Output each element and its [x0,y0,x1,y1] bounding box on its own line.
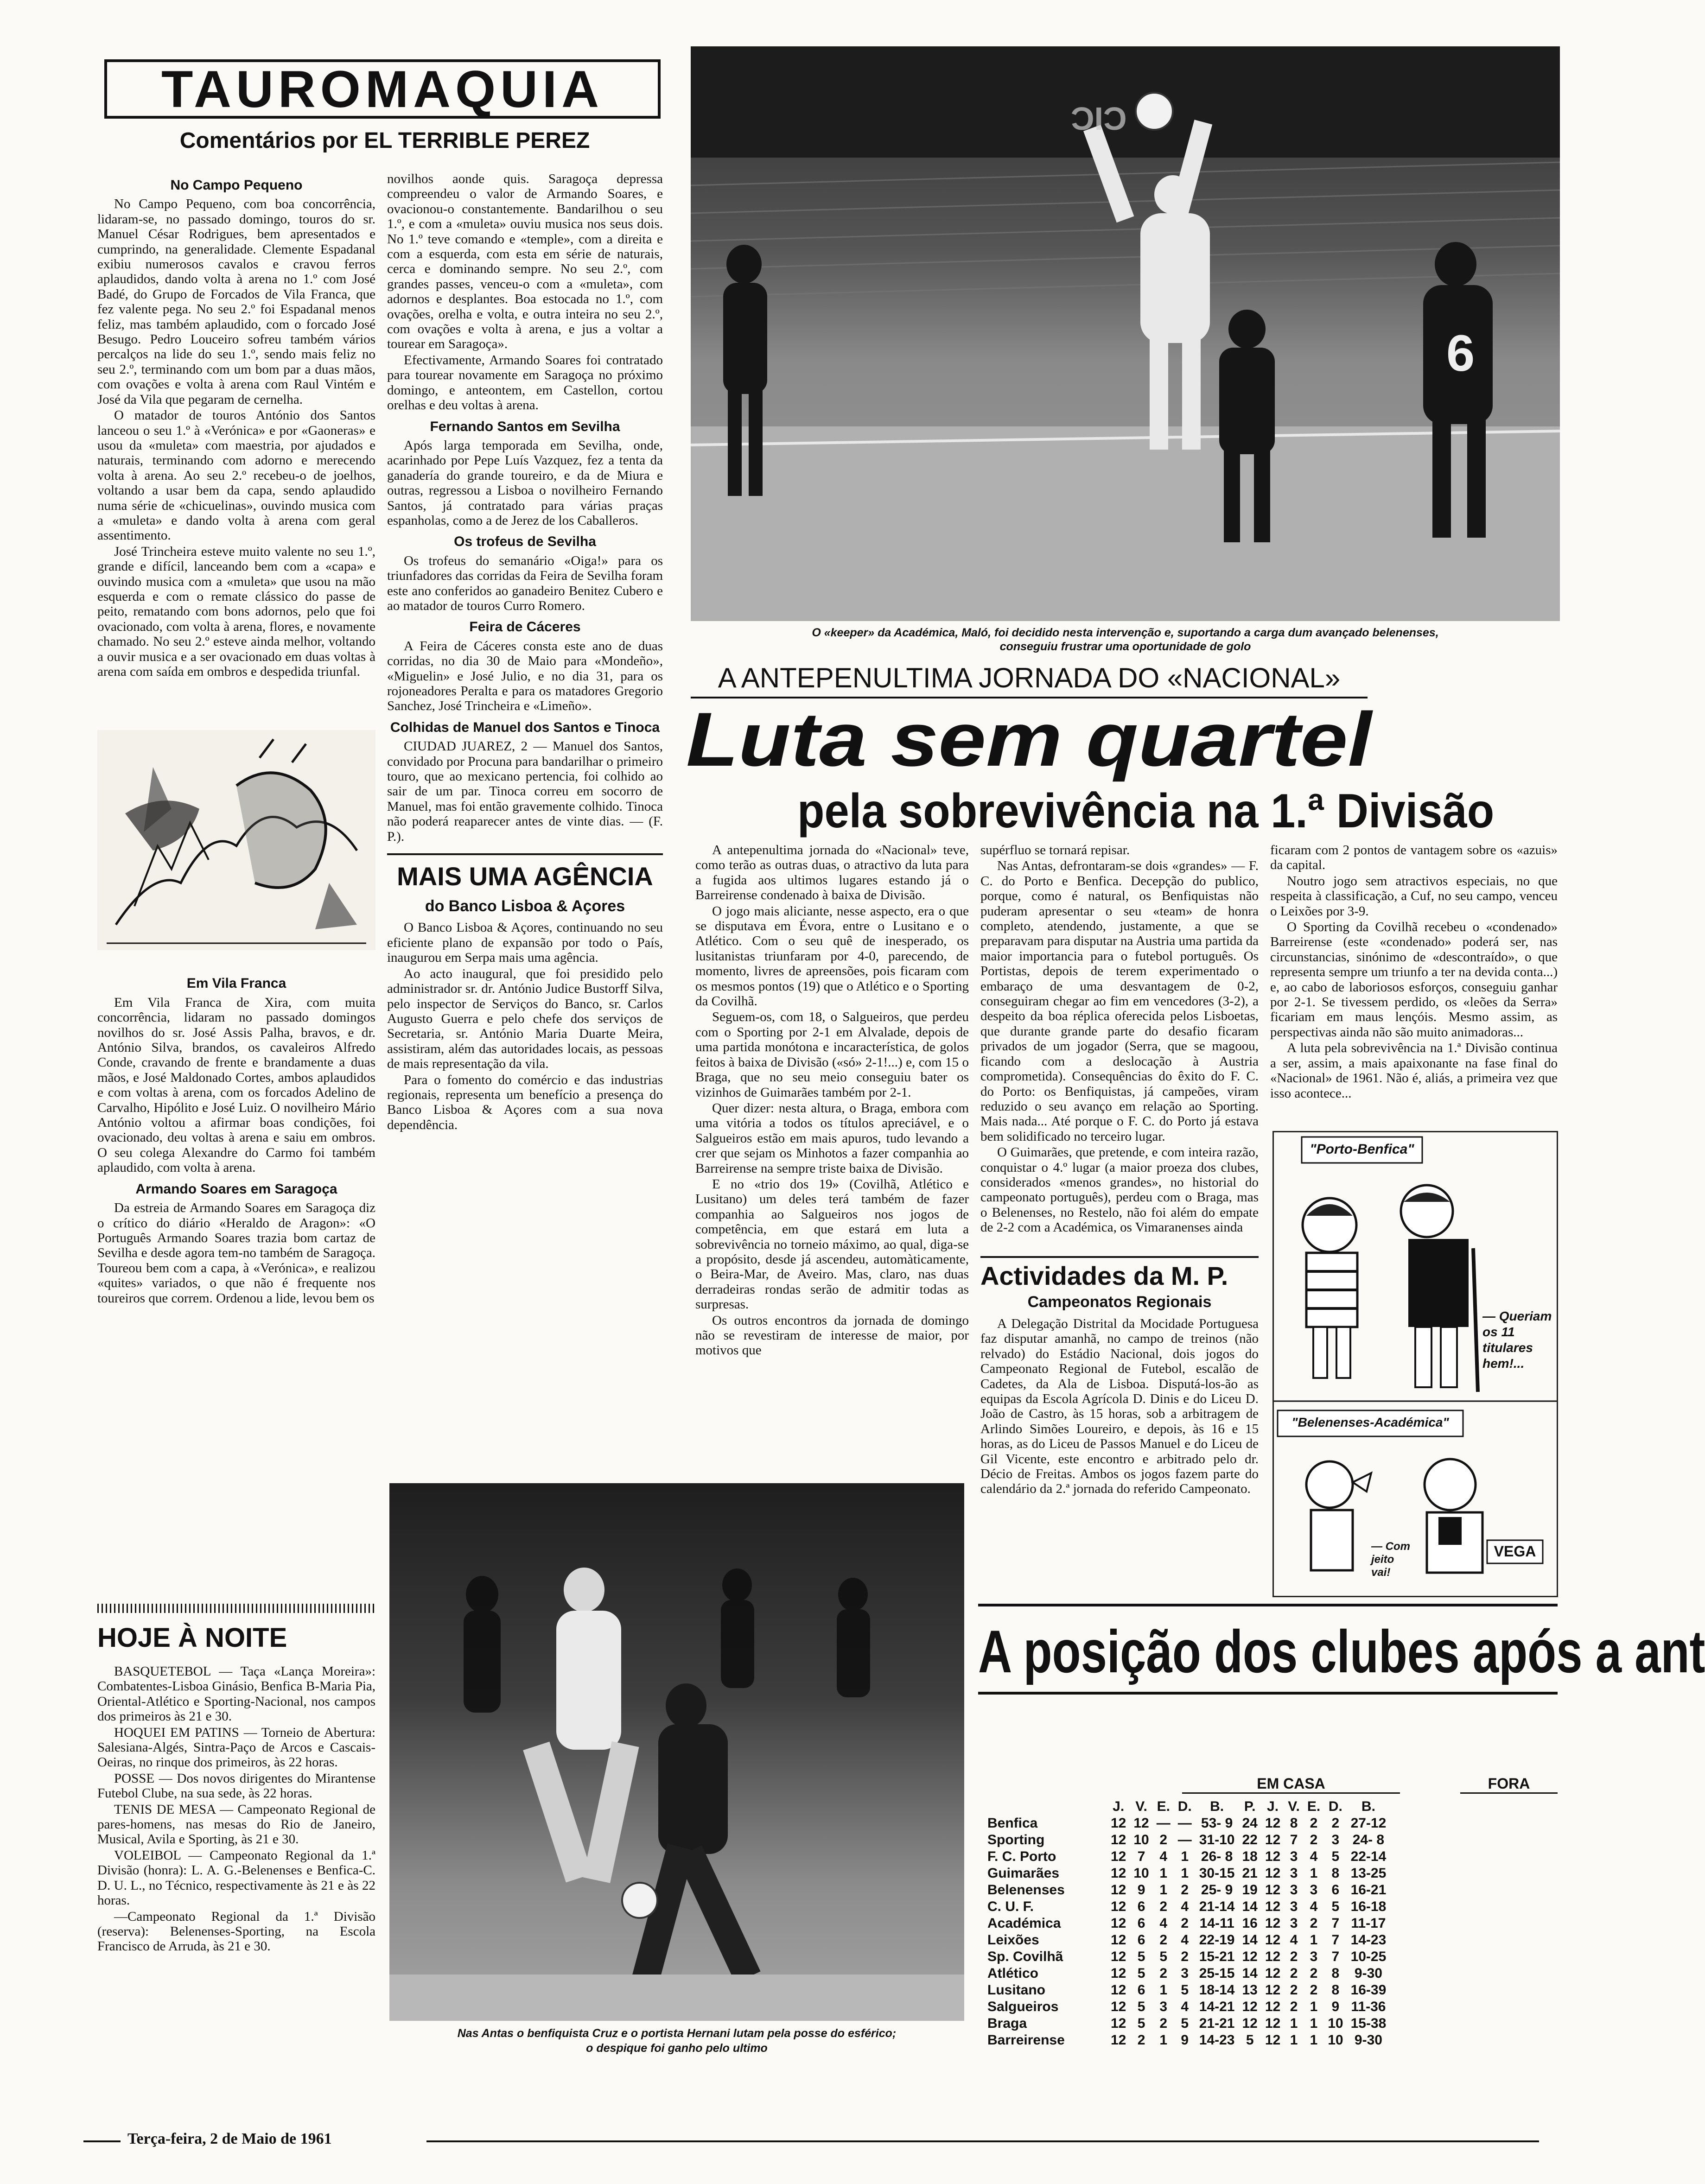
table-cell: 8 [1290,1816,1298,1831]
speech-line: — Com [1371,1540,1410,1553]
table-cell: 2 [1310,1966,1318,1981]
table-cell: 3 [1290,1882,1298,1898]
table-cell: 2 [1181,1949,1189,1964]
table-cell: 12 [1111,2016,1126,2031]
table-cell: 10-25 [1350,1949,1387,1964]
table-row [987,1815,1390,1832]
tauromaquia-column-1-cont [97,955,375,1307]
club-name: Belenenses [987,1882,1065,1898]
club-name: C. U. F. [987,1899,1034,1914]
table-cell: 18-14 [1199,1982,1235,1998]
footer-date: Terça-feira, 2 de Maio de 1961 [127,2130,332,2147]
table-cell: 53- 9 [1201,1816,1233,1831]
mp-column [980,1316,1259,1498]
table-cell: 15-38 [1350,2016,1387,2031]
table-cell: 5 [1331,1899,1340,1914]
table-cell: 7 [1290,1832,1298,1848]
table-cell: 12 [1111,1899,1126,1914]
table-cell: 14-11 [1199,1916,1234,1931]
paragraph: CIUDAD JUAREZ, 2 — Manuel dos Santos, convidado por Procuna para bandarilhar o primeiro touro, que ao mexicano pertencia, foi colhido ao sair de um par. Tinoca correu em socorro de Manuel, mas foi então gravemente colhido. Tinoca não poderá reaparecer antes de vinte dias. — (F. P.). [387,739,663,844]
table-cell: 1 [1181,1849,1189,1864]
subhead-caceres: Feira de Cáceres [469,619,581,635]
agencia-subtitle: do Banco Lisboa & Açores [425,897,625,915]
mp-title: Actividades da M. P. [980,1256,1259,1291]
table-cell: 31-10 [1199,1832,1235,1848]
photo1-caption-line2: conseguiu frustrar uma oportunidade de golo [999,640,1251,653]
table-cell: 4 [1181,1899,1189,1914]
table-cell: 2 [1290,1999,1298,2014]
tauromaquia-column-1 [97,171,375,680]
table-cell: 12 [1111,1932,1126,1948]
table-cell: 4 [1181,1999,1189,2014]
photo-antas-match [389,1483,964,2021]
headline: Luta sem quartel [686,697,1372,782]
table-cell: 12 [1265,1916,1281,1931]
table-cell: 11-17 [1351,1916,1386,1931]
header-cell: V. [1135,1799,1147,1814]
paragraph: Efectivamente, Armando Soares foi contratado para tourear novamente em Saragoça no próximo domingo, e anteontem, em Castellon, cortou orelhas e deu voltas à arena. [387,352,663,413]
table-row [987,2015,1390,2032]
subhead-trofeus: Os trofeus de Sevilha [454,534,596,550]
table-cell: 12 [1111,1999,1126,2014]
bullfight-illustration [97,730,375,950]
table-cell: 7 [1331,1916,1340,1931]
paragraph: Ao acto inaugural, que foi presidido pelo administrador sr. dr. António Judice Bustorff Silva, pelo inspector de Serviços do Banco, sr. Carlos Augusto Guerra e pelo chefe dos serviços de Secretaria, sr. António Maria Duarte Meira, assistiram, além das autoridades locais, as pessoas de mais representação da vila. [387,966,663,1072]
hoje-title: HOJE À NOITE [97,1623,287,1653]
table-cell: 12 [1265,1966,1281,1981]
photo-goalkeeper [691,46,1560,621]
standings-top-rule [978,1604,1558,1606]
table-cell: 12 [1111,1949,1126,1964]
table-cell: 2 [1159,2016,1168,2031]
speech-line: vai! [1371,1566,1391,1579]
speech-line: os 11 [1482,1325,1515,1339]
speech-line: jeito [1371,1553,1394,1566]
header-cell: P. [1244,1799,1256,1814]
paragraph: No Campo Pequeno, com boa concorrência, lidaram-se, no passado domingo, touros do sr. Manuel César Rodrigues, bem apresentados e cumprindo, na generalidade. Clemente Espadanal exibiu numerosos cavalos e cravou ferros aplaudidos, dando volta à arena no 1.º com José Badé, do Grupo de Forcados de Vila Franca, que fez valente pega. No seu 2.º foi Espadanal menos feliz, mas também aplaudido, com o forcado José Besugo. Pedro Louceiro sofreu também vários percalços na lide do seu 1.º, sendo mais feliz no seu 2.º, terminando com um bom par a duas mãos, com ovações e volta à arena com Raul Vintém e José da Vila que pegaram de cernelha. [97,197,375,407]
paragraph: José Trincheira esteve muito valente no seu 1.º, grande e difícil, lanceando bem com a «capa» e ouvindo musica com a «muleta» que usou na mão esquerda e com o remate clássico do passe de peito, rematando com bons adornos, pelo que foi ovacionado, com volta à arena, flores, e novamente chamado. No seu 2.º esteve ainda melhor, voltando a ouvir musica e a ser ovacionado em duas voltas à arena com saída em ombros e despedida triunfal. [97,544,375,679]
paragraph: Após larga temporada em Sevilha, onde, acarinhado por Pepe Luís Vazquez, fez a tenta da ganadería do grande toureiro, e da de Miura e outras, regressou a Lisboa o novilheiro Fernando Santos, já contratado para várias praças espanholas, como a de Jerez de los Caballeros. [387,438,663,528]
header-cell: B. [1361,1799,1375,1814]
table-cell: 1 [1159,1982,1168,1998]
paragraph: POSSE — Dos novos dirigentes do Mirantense Futebol Clube, na sua sede, às 22 horas. [97,1771,375,1801]
table-cell: 10 [1133,1866,1149,1881]
table-cell: 5 [1159,1949,1168,1964]
tauromaquia-column-2 [387,171,663,1133]
table-cell: 11-36 [1351,1999,1386,2014]
table-cell: 12 [1265,1982,1281,1998]
table-cell: 3 [1310,1949,1318,1964]
table-cell: 10 [1328,2016,1343,2031]
table-cell: 3 [1290,1916,1298,1931]
paragraph: O jogo mais aliciante, nesse aspecto, era o que se disputava em Évora, entre o Lusitano e o Atlético. Com o seu quê de inesperado, os lusitanistas triunfaram por 4-0, parecendo, de momento, livres de apreensões, pois ficaram com os mesmos pontos (19) que o Atlético e o Sporting da Covilhã. [695,903,969,1009]
table-cell: 5 [1137,1999,1145,2014]
hoje-column [97,1664,375,1955]
table-cell: 2 [1310,1816,1318,1831]
table-cell: — [1156,1816,1171,1831]
table-row [987,1982,1390,1999]
table-cell: 12 [1265,1832,1281,1848]
table-cell: 21-21 [1199,2016,1235,2031]
table-cell: 7 [1331,1932,1340,1948]
table-cell: 5 [1181,2016,1189,2031]
table-cell: 15-21 [1199,1949,1235,1964]
club-name: Leixões [987,1932,1039,1948]
paragraph: HOQUEI EM PATINS — Torneio de Abertura: Salesiana-Algés, Sintra-Paço de Arcos e Cascais-Oeiras, no rinque dos primeiros, às 22 horas. [97,1725,375,1770]
kicker: A ANTEPENULTIMA JORNADA DO «NACIONAL» [691,662,1368,698]
table-row [987,1999,1390,2015]
header-cell: D. [1328,1799,1342,1814]
table-cell: 1 [1310,1932,1318,1948]
speech-line: titulares [1482,1340,1533,1355]
club-name: Atlético [987,1966,1039,1981]
table-cell: 3 [1310,1882,1318,1898]
table-cell: 2 [1290,1982,1298,1998]
table-row [987,1882,1390,1898]
club-name: Sporting [987,1832,1045,1848]
paragraph: —Campeonato Regional da 1.ª Divisão (reserva): Belenenses-Sporting, na Escola Francisco de Arruda, às 21 e 30. [97,1909,375,1954]
table-cell: 1 [1159,1866,1168,1881]
club-name: Salgueiros [987,1999,1059,2014]
cartoon-vega [1272,1131,1558,1597]
paragraph: Noutro jogo sem atractivos especiais, no que respeita à classificação, a Cuf, no seu campo, venceu o Leixões por 3-9. [1270,873,1558,919]
table-cell: 12 [1133,1816,1149,1831]
table-cell: 14 [1242,1932,1258,1948]
table-cell: 12 [1242,2016,1258,2031]
table-row [987,1949,1390,1965]
cartoon-speech-2 [1371,1540,1422,1579]
table-cell: 8 [1331,1866,1340,1881]
paragraph: TENIS DE MESA — Campeonato Regional de pares-homens, nas mesas do Rio de Janeiro, Musical, Avila e Sporting, às 21 e 30. [97,1802,375,1847]
footer-rule-right [426,2140,1539,2142]
table-cell: 2 [1290,1949,1298,1964]
paragraph: ficaram com 2 pontos de vantagem sobre os «azuis» da capital. [1270,843,1558,873]
table-cell: 2 [1159,1932,1168,1948]
table-cell: 2 [1137,2032,1145,2048]
paragraph: Os outros encontros da jornada de domingo não se revestiram de interesse de maior, por motivos que [695,1313,969,1358]
paragraph: A Feira de Cáceres consta este ano de duas corridas, no dia 30 de Maio para «Mondeño», «Miguelin» e José Julio, e no dia 31, para os rojoneadores Peralta e para os matadores Gregorio Sanchez, José Trincheira e «Limeño». [387,638,663,714]
cartoon-label-belenenses-academica: "Belenenses-Académica" [1291,1415,1449,1429]
standings-table [987,1798,1390,2049]
table-cell: 14-23 [1350,1932,1387,1948]
table-cell: 4 [1310,1899,1318,1914]
table-cell: 2 [1310,1832,1318,1848]
club-name: Sp. Covilhã [987,1949,1063,1964]
table-cell: 5 [1137,2016,1145,2031]
club-name: Benfica [987,1816,1038,1831]
table-cell: 9-30 [1354,1966,1382,1981]
standings-body [987,1815,1390,2049]
paragraph: E no «trio dos 19» (Covilhã, Atlético e Lusitano) um deles terá também de fazer companhia ao Salgueiros nos jogos de competência, em que estará em luta a sobrevivência no torneio máximo, ao qual, diga-se a propósito, desde já ascendeu, automàticamente, o Beira-Mar, de Aveiro. Mas, claro, nas duas derradeiras rondas serão de admitir todas as surpresas. [695,1176,969,1312]
subhead-armando: Armando Soares em Saragoça [135,1181,337,1197]
table-cell: 14-21 [1199,1999,1235,2014]
header-cell: V. [1288,1799,1300,1814]
table-cell: 1 [1159,1882,1168,1898]
paragraph: A luta pela sobrevivência na 1.ª Divisão continua a ser, assim, a mais apaixonante na fase final do «Nacional» de 1961. Não é, aliás, a primeira vez que isso acontece... [1270,1041,1558,1101]
paragraph: A Delegação Distrital da Mocidade Portuguesa faz disputar amanhã, no campo de treinos (não relvado) do Estádio Nacional, dois jogos do Campeonato Regional de Futebol, escalão de Cadetes, da Ala de Lisboa. Disputá-los-ão as equipas da Escola Agrícola D. Dinis e do Liceu D. João de Castro, às 15 horas, sob a arbitragem de Arlindo Simões Loureiro, e depois, às 16 e 15 horas, as do Liceu de Passos Manuel e do Liceu de Gil Vicente, este encontro e arbitrado pelo dr. Décio de Freitas. Ambos os jogos fazem parte do calendário da 2.ª jornada do referido Campeonato. [980,1316,1259,1497]
table-cell: 12 [1111,1982,1126,1998]
table-cell: 8 [1331,1966,1340,1981]
table-cell: 5 [1246,2032,1254,2048]
table-cell: 24- 8 [1352,1832,1385,1848]
subhead-colhidas: Colhidas de Manuel dos Santos e Tinoca [390,719,660,735]
table-cell: 6 [1137,1982,1145,1998]
table-cell: 22-14 [1350,1849,1387,1864]
table-cell: 5 [1137,1949,1145,1964]
standings-bottom-rule [978,1692,1558,1695]
svg-text:ƆIƆ: ƆIƆ [1071,101,1127,137]
table-cell: 13 [1242,1982,1258,1998]
table-cell: 2 [1310,1916,1318,1931]
table-cell: 1 [1310,1999,1318,2014]
paragraph: O Guimarães, que pretende, e com inteira razão, conquistar o 4.º lugar (a maior proeza dos clubes, considerados «menos grandes», no historial do campeonato português), perdeu com o Braga, mas o Belenenses, no Restelo, não foi além do empate de 2-2 com a Académica, os Vimaranenses ainda [980,1145,1259,1235]
paragraph: VOLEIBOL — Campeonato Regional da 1.ª Divisão (honra): L. A. G.-Belenenses e Benfica-C. D. U. L., no Técnico, respectivamente às 21 e às 22 horas. [97,1848,375,1908]
cartoon-label-porto-benfica: "Porto-Benfica" [1310,1142,1414,1157]
table-cell: 12 [1265,1932,1281,1948]
table-cell: 18 [1242,1849,1258,1864]
table-cell: 9 [1331,1999,1340,2014]
table-cell: 16 [1242,1916,1258,1931]
paragraph: supérfluo se tornará repisar. [980,843,1130,857]
table-cell: 12 [1265,1882,1281,1898]
club-name: Barreirense [987,2032,1065,2048]
table-cell: 6 [1137,1932,1145,1948]
standings-table-wrap [987,1775,1558,2049]
table-cell: 2 [1331,1816,1340,1831]
table-cell: 2 [1181,1882,1189,1898]
paragraph: novilhos aonde quis. Saragoça depressa compreendeu o valor de Armando Soares, e ovacionou-o constantemente. Bandarilhou o seu 1.º, e com a «muleta» ouviu musica nos seus dois. No 1.º teve comando e «temple», com a direita e com a esquerda, com esta em série de naturais, cerca e dominando sempre. No seu 2.º, com grandes passes, venceu-o com a «muleta», com adornos e desplantes. Boa estocada no 1.º, com ovações, orelha e volta, e outra inteira no seu 2.º, com ovações e volta à arena, e jus a voltar a tourear em Saragoça». [387,171,663,352]
paragraph: Em Vila Franca de Xira, com muita concorrência, lidaram no passado domingos novilhos do sr. José Assis Palha, bravos, e dr. António Silva, brandos, os cavaleiros Alfredo Conde, cravando de frente e brandamente a duas mãos, e José Maldonado Cortes, ambos aplaudidos e com voltas à arena, com os forcados Adelino de Carvalho, Hipólito e José Luiz. O novilheiro Mário António voltou a afirmar boas condições, foi ovacionado, deu voltas à arena e saiu em ombros. O seu colega Alexandre do Carmo foi também aplaudido, com volta à arena. [97,995,375,1175]
table-cell: 5 [1331,1849,1340,1864]
table-cell: 12 [1265,1949,1281,1964]
header-cell: D. [1177,1799,1192,1814]
header-cell: E. [1307,1799,1321,1814]
section-title-box [104,59,661,119]
cartoon-speech-1 [1482,1308,1552,1371]
byline: Comentários por EL TERRIBLE PEREZ [179,128,590,153]
table-row [987,1932,1390,1949]
table-cell: 4 [1310,1849,1318,1864]
table-row [987,1848,1390,1865]
table-cell: 1 [1290,2016,1298,2031]
table-row [987,1915,1390,1932]
divider [387,853,663,855]
table-cell: — [1177,1816,1192,1831]
table-cell: 12 [1265,1849,1281,1864]
paragraph: O Banco Lisboa & Açores, continuando no seu eficiente plano de expansão por todo o País, inaugurou em Serpa mais uma agência. [387,920,663,965]
paragraph: O matador de touros António dos Santos lanceou o seu 1.º à «Verónica» e por «Gaoneras» e usou da «muleta» com maestria, por ajudados e naturais, terminando com adorno e merecendo volta à arena. Ao seu 2.º recebeu-o de joelhos, voltando a usar bem da capa, sendo aplaudido numa série de «chicuelinas», ouvindo musica com a «muleta» e dando volta à arena com geral assentimento. [97,408,375,543]
table-cell: 12 [1265,1816,1281,1831]
table-row [987,2032,1390,2049]
table-row [987,1832,1390,1848]
paragraph: Para o fomento do comércio e das industrias regionais, representa um benefício a presença do Banco Lisboa & Açores com a sua nova dependência. [387,1072,663,1132]
table-cell: 22-19 [1199,1932,1235,1948]
table-cell: 14 [1242,1966,1258,1981]
article-column-b [980,843,1259,1236]
table-cell: 12 [1111,1916,1126,1931]
table-cell: 9-30 [1354,2032,1382,2048]
club-name: Académica [987,1916,1061,1931]
header-cell: E. [1157,1799,1170,1814]
table-cell: 12 [1111,2032,1126,2048]
table-cell: 12 [1111,1882,1126,1898]
table-cell: 25- 9 [1201,1882,1233,1898]
table-cell: 7 [1331,1949,1340,1964]
table-cell: 19 [1242,1882,1258,1898]
table-cell: 7 [1137,1849,1145,1864]
hoje-dashed-rule [97,1604,375,1613]
table-cell: 21-14 [1199,1899,1235,1914]
table-cell: 4 [1181,1932,1189,1948]
table-cell: 2 [1290,1966,1298,1981]
table-cell: 1 [1159,2032,1168,2048]
table-cell: — [1177,1832,1192,1848]
subhead-campo: No Campo Pequeno [170,178,303,193]
table-cell: 14-23 [1199,2032,1235,2048]
table-cell: 24 [1242,1816,1258,1831]
svg-text:6: 6 [1446,325,1475,382]
club-name: Braga [987,2016,1027,2031]
agencia-title: MAIS UMA AGÊNCIA [397,862,653,891]
table-cell: 12 [1111,1966,1126,1981]
table-cell: 9 [1181,2032,1189,2048]
table-cell: 2 [1181,1916,1189,1931]
table-cell: 3 [1290,1866,1298,1881]
table-cell: 1 [1310,1866,1318,1881]
table-cell: 12 [1111,1866,1126,1881]
table-cell: 22 [1242,1832,1258,1848]
subhead-vila-franca: Em Vila Franca [186,976,286,991]
table-cell: 12 [1242,1949,1258,1964]
table-cell: 8 [1331,1982,1340,1998]
club-name: F. C. Porto [987,1849,1056,1864]
table-cell: 6 [1137,1899,1145,1914]
article-column-a [695,843,969,1359]
table-cell: 25-15 [1199,1966,1235,1981]
standings-title: A posição dos clubes após a ant [978,1618,1705,1685]
table-cell: 10 [1328,2032,1343,2048]
club-name: Guimarães [987,1866,1060,1881]
table-cell: 4 [1290,1932,1298,1948]
table-cell: 12 [1111,1816,1126,1831]
table-cell: 16-21 [1350,1882,1387,1898]
photo1-caption-line1: O «keeper» da Académica, Maló, foi decidido nesta intervenção e, suportando a carga dum avançado belenenses, [812,626,1439,639]
mp-subtitle: Campeonatos Regionais [1027,1293,1212,1311]
table-cell: 10 [1133,1832,1149,1848]
footer-rule-left [83,2140,121,2142]
table-cell: 2 [1310,1982,1318,1998]
table-cell: 14 [1242,1899,1258,1914]
paragraph: O Sporting da Covilhã recebeu o «condenado» Barreirense (este «condenado» poderá ser, nas circunstancias, sinónimo de «descontraído», o que representa sempre um triunfo a ter na devida conta...) e, ao cabo de laboriosos esforços, conseguiu ganhar por 2-1. Se tivessem perdido, os «leões da Serra» ficariam em maus lençóis. Mesmo assim, as perspectivas ainda não são muito animadoras... [1270,920,1558,1040]
article-column-c [1270,843,1558,1102]
table-cell: 12 [1265,1866,1281,1881]
table-cell: 12 [1265,2032,1281,2048]
table-cell: 30-15 [1199,1866,1235,1881]
table-cell: 16-39 [1350,1982,1387,1998]
section-title: TAUROMAQUIA [161,60,604,118]
photo2-caption-line2: o despique foi ganho pelo ultimo [586,2042,768,2055]
paragraph: Os trofeus do semanário «Oiga!» para os triunfadores das corridas da Feira de Sevilha foram este ano conferidos ao ganadeiro Benitez Cubero e ao matador de touros Curro Romero. [387,553,663,613]
photo2-caption-line1: Nas Antas o benfiquista Cruz e o portista Hernani lutam pela posse do esférico; [457,2027,897,2040]
club-name: Lusitano [987,1982,1045,1998]
table-cell: 12 [1242,1999,1258,2014]
table-cell: 3 [1181,1966,1189,1981]
table-cell: 3 [1159,1999,1168,2014]
paragraph: Nas Antas, defrontaram-se dois «grandes» — F. C. do Porto e Benfica. Decepção do publico, porque, como é natural, os Benfiquistas não puderam apresentar o seu «team» de honra completo, atendendo, justamente, a que se preparavam para disputar na Austria uma partida da maior importancia para o futebol português. Os Portistas, depois de terem experimentado o embaraço de uma desvantagem de 0-2, conseguiram chegar ao fim em vencedores (3-2), a despeito da boa réplica oferecida pelos Lisboetas, que durante grande parte do desafio ficaram privados de um jogador (Serra, que se magoou, ficando com a deslocação à Austria comprometida). Consequências do êxito do F. C. do Porto: os Benfiquistas, já campeões, viram reduzido o seu avanço em relação ao Sporting. Mais nada... Até porque o F. C. do Porto já estava bem solidificado no terceiro lugar. [980,858,1259,1144]
table-header-row [987,1798,1390,1815]
home-label: EM CASA [1182,1775,1400,1794]
table-cell: 1 [1181,1866,1189,1881]
subhead-fernando: Fernando Santos em Sevilha [430,419,620,434]
paragraph: Da estreia de Armando Soares em Saragoça diz o crítico do diário «Heraldo de Aragon»: «O Português Armando Soares trazia bom cartaz de Sevilha e desde agora tem-no também de Saragoça. Toureou bem com a capa, à «Verónica», e realizou «quites» variados, o que não é frequente nos toureiros que correm. Ordenou a lide, levou bem os [97,1200,375,1306]
header-cell: J. [1113,1799,1125,1814]
table-cell: 5 [1181,1982,1189,1998]
table-cell: 4 [1159,1916,1168,1931]
table-cell: 2 [1159,1966,1168,1981]
speech-line: hem!... [1482,1356,1525,1371]
speech-line: — Queriam [1482,1309,1552,1323]
paragraph: Seguem-os, com 18, o Salgueiros, que perdeu com o Sporting por 2-1 em Alvalade, depois de uma partida monótona e incaracterística, de golos feitos à baixa de Divisão («só» 2-1!...) e, com 15 o Braga, que no seu meio conseguiu bater os vizinhos de Guimarães também por 2-1. [695,1009,969,1100]
table-row [987,1898,1390,1915]
table-cell: 1 [1310,2016,1318,2031]
table-cell: 2 [1159,1832,1168,1848]
table-cell: 16-18 [1350,1899,1387,1914]
table-cell: 12 [1265,1999,1281,2014]
table-cell: 3 [1290,1849,1298,1864]
table-cell: 21 [1242,1866,1258,1881]
table-row [987,1865,1390,1882]
table-cell: 6 [1331,1882,1340,1898]
table-cell: 12 [1265,1899,1281,1914]
table-cell: 12 [1111,1849,1126,1864]
table-cell: 1 [1290,2032,1298,2048]
away-label: FORA [1460,1775,1558,1794]
header-cell: J. [1267,1799,1279,1814]
paragraph: Quer dizer: nesta altura, o Braga, embora com uma vitória a todos os títulos apreciável, e o Salgueiros estão em mais apuros, tudo levando a crer que sejam os Minhotos a fazer companhia ao Barreirense na sempre triste baixa de Divisão. [695,1100,969,1176]
table-cell: 5 [1137,1966,1145,1981]
table-cell: 2 [1159,1899,1168,1914]
table-cell: 26- 8 [1201,1849,1233,1864]
table-cell: 12 [1111,1832,1126,1848]
paragraph: A antepenultima jornada do «Nacional» teve, como terão as outras duas, o atractivo da luta para a fugida aos ultimos lugares estando já o Barreirense condenado à baixa de Divisão. [695,843,969,903]
table-cell: 13-25 [1350,1866,1387,1881]
table-cell: 6 [1137,1916,1145,1931]
table-cell: 4 [1159,1849,1168,1864]
table-row [987,1965,1390,1982]
cartoon-signature: VEGA [1494,1543,1536,1560]
table-cell: 3 [1290,1899,1298,1914]
table-cell: 27-12 [1350,1816,1387,1831]
table-cell: 12 [1265,2016,1281,2031]
paragraph: BASQUETEBOL — Taça «Lança Moreira»: Combatentes-Lisboa Ginásio, Benfica B-Maria Pia, Oriental-Atlético e Sporting-Nacional, nos campos dos primeiros às 21 e 30. [97,1664,375,1724]
table-cell: 9 [1137,1882,1145,1898]
table-cell: 1 [1310,2032,1318,2048]
table-cell: 3 [1331,1832,1340,1848]
paragraph [97,955,375,970]
subheadline: pela sobrevivência na 1.ª Divisão [797,784,1495,838]
header-cell: B. [1210,1799,1224,1814]
